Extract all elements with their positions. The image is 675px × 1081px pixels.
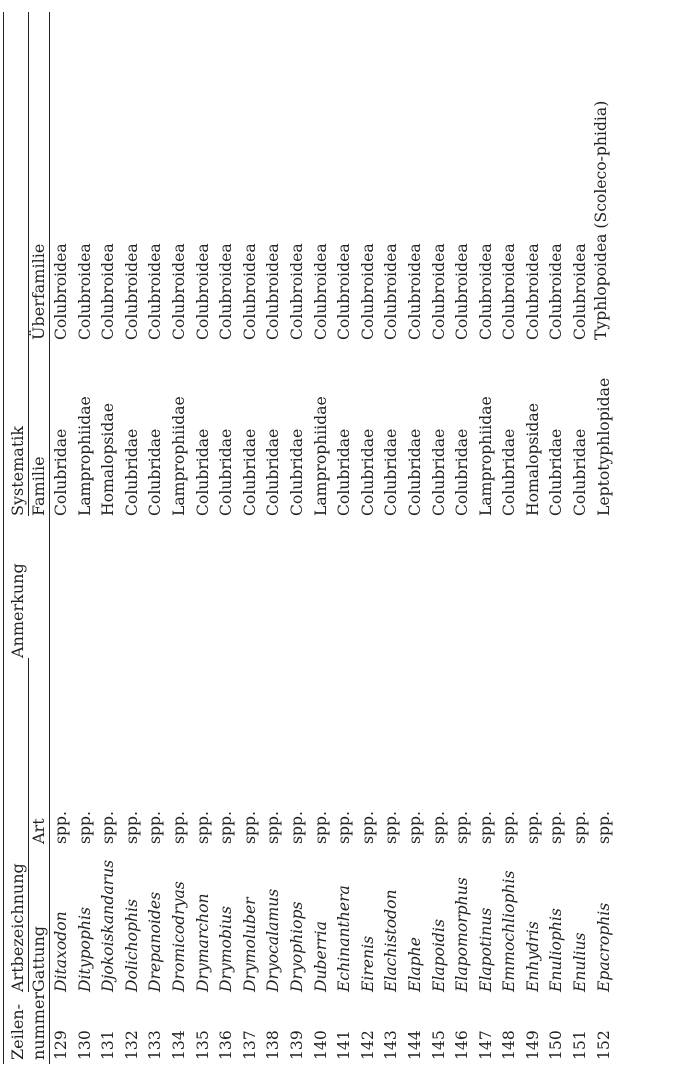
table-row (593, 12, 617, 1064)
row-number: 148 (500, 1030, 519, 1060)
row-number: 149 (523, 1030, 542, 1060)
family-cell: Lamprophiidae (169, 396, 188, 516)
species-cell: spp. (547, 811, 566, 844)
superfamily-cell: Colubroidea (335, 243, 354, 340)
note-cell (192, 516, 216, 658)
note-cell (404, 516, 428, 658)
species-cell: spp. (453, 811, 472, 844)
family-cell: Colubridae (335, 428, 354, 516)
row-number: 130 (75, 1030, 94, 1060)
superfamily-cell: Colubroidea (52, 243, 70, 340)
family-cell: Leptotyphlopidae (594, 377, 613, 516)
table-row (97, 12, 121, 1064)
family-cell: Colubridae (193, 428, 212, 516)
note-cell (215, 516, 239, 658)
table-header (7, 12, 50, 1064)
row-number: 135 (193, 1030, 212, 1060)
genus-cell: Duberria (311, 921, 330, 992)
header-gattung: Gattung (29, 844, 50, 992)
superfamily-cell: Colubroidea (169, 243, 188, 340)
superfamily-cell: Colubroidea (287, 243, 306, 340)
genus-cell: Dolichophis (122, 898, 141, 992)
row-number: 140 (311, 1030, 330, 1060)
note-cell (121, 516, 145, 658)
species-cell: spp. (169, 811, 188, 844)
note-cell (333, 516, 357, 658)
superfamily-cell: Colubroidea (99, 243, 118, 340)
note-cell (286, 516, 310, 658)
genus-cell: Drymarchon (193, 893, 212, 992)
header-art: Art (29, 658, 50, 844)
note-cell (144, 516, 168, 658)
header-systematik: Systematik (7, 12, 29, 516)
species-table (7, 12, 616, 1064)
family-cell: Colubridae (405, 428, 424, 516)
note-cell (498, 516, 522, 658)
note-cell (428, 516, 452, 658)
species-cell: spp. (217, 811, 236, 844)
species-cell: spp. (75, 811, 94, 844)
species-cell: spp. (193, 811, 212, 844)
family-cell: Lamprophiidae (75, 396, 94, 516)
genus-cell: Elapotinus (476, 907, 495, 992)
row-number: 131 (99, 1030, 118, 1060)
row-number: 151 (571, 1030, 590, 1060)
species-cell: spp. (594, 811, 613, 844)
row-number: 145 (429, 1030, 448, 1060)
family-cell: Colubridae (547, 428, 566, 516)
row-number: 142 (358, 1030, 377, 1060)
genus-cell: Eirenis (358, 935, 377, 992)
family-cell: Colubridae (217, 428, 236, 516)
family-cell: Colubridae (571, 428, 590, 516)
table-row (286, 12, 310, 1064)
superfamily-cell: Colubroidea (523, 243, 542, 340)
note-cell (451, 516, 475, 658)
row-number: 150 (547, 1030, 566, 1060)
genus-cell: Elapomorphus (453, 877, 472, 992)
genus-cell: Epacrophis (594, 902, 613, 992)
genus-cell: Dromicodryas (169, 881, 188, 992)
note-cell (545, 516, 569, 658)
note-cell (97, 516, 121, 658)
row-number: 139 (287, 1030, 306, 1060)
species-cell: spp. (382, 811, 401, 844)
table-row (569, 12, 593, 1064)
row-number: 134 (169, 1030, 188, 1060)
row-number: 137 (240, 1030, 259, 1060)
genus-cell: Drepanoides (146, 891, 165, 992)
superfamily-cell: Colubroidea (429, 243, 448, 340)
row-number: 152 (594, 1030, 613, 1060)
superfamily-cell: Colubroidea (382, 243, 401, 340)
header-zeilennummer-line1: Zeilen- (8, 1004, 27, 1060)
species-cell: spp. (335, 811, 354, 844)
table-row (144, 12, 168, 1064)
superfamily-cell: Colubroidea (193, 243, 212, 340)
table-row (333, 12, 357, 1064)
note-cell (522, 516, 546, 658)
header-zeilennummer-line2: nummer (29, 992, 50, 1064)
table-row (310, 12, 334, 1064)
species-cell: spp. (311, 811, 330, 844)
note-cell (593, 516, 617, 658)
superfamily-cell: Colubroidea (75, 243, 94, 340)
table-top-rule (3, 12, 4, 1064)
note-cell (50, 516, 74, 658)
header-artbezeichnung: Artbezeichnung (7, 658, 29, 992)
family-cell: Colubridae (240, 428, 259, 516)
genus-cell: Dryocalamus (264, 888, 283, 992)
species-cell: spp. (122, 811, 141, 844)
note-cell (475, 516, 499, 658)
family-cell: Colubridae (429, 428, 448, 516)
family-cell: Homalopsidae (99, 403, 118, 516)
superfamily-cell: Colubroidea (311, 243, 330, 340)
table-row (380, 12, 404, 1064)
superfamily-cell: Colubroidea (217, 243, 236, 340)
genus-cell: Ditaxodon (52, 911, 70, 992)
superfamily-cell: Colubroidea (453, 243, 472, 340)
family-cell: Lamprophiidae (476, 396, 495, 516)
genus-cell: Dryophiops (287, 901, 306, 992)
table-row (404, 12, 428, 1064)
superfamily-cell: Colubroidea (358, 243, 377, 340)
species-cell: spp. (287, 811, 306, 844)
note-cell (262, 516, 286, 658)
row-number: 132 (122, 1030, 141, 1060)
superfamily-cell: Colubroidea (146, 243, 165, 340)
table-row (239, 12, 263, 1064)
superfamily-cell: Colubroidea (240, 243, 259, 340)
row-number: 129 (52, 1030, 70, 1060)
table-body (50, 12, 617, 1064)
species-cell: spp. (146, 811, 165, 844)
family-cell: Colubridae (453, 428, 472, 516)
family-cell: Colubridae (382, 428, 401, 516)
species-cell: spp. (476, 811, 495, 844)
header-ueberfamilie: Überfamilie (29, 12, 50, 340)
genus-cell: Ditypophis (75, 907, 94, 992)
family-cell: Colubridae (264, 428, 283, 516)
superfamily-cell: Colubroidea (405, 243, 424, 340)
species-cell: spp. (358, 811, 377, 844)
table-row (428, 12, 452, 1064)
family-cell: Colubridae (358, 428, 377, 516)
species-cell: spp. (52, 811, 70, 844)
genus-cell: Elachistodon (382, 889, 401, 992)
table-row (74, 12, 98, 1064)
table-row (545, 12, 569, 1064)
superfamily-cell: Colubroidea (264, 243, 283, 340)
species-cell: spp. (500, 811, 519, 844)
note-cell (357, 516, 381, 658)
family-cell: Colubridae (52, 428, 70, 516)
table-row (121, 12, 145, 1064)
row-number: 141 (335, 1030, 354, 1060)
species-cell: spp. (571, 811, 590, 844)
family-cell: Homalopsidae (523, 403, 542, 516)
species-cell: spp. (429, 811, 448, 844)
table-row (215, 12, 239, 1064)
genus-cell: Enhydris (523, 921, 542, 992)
family-cell: Colubridae (287, 428, 306, 516)
row-number: 144 (405, 1030, 424, 1060)
header-anmerkung: Anmerkung (7, 516, 50, 658)
species-cell: spp. (264, 811, 283, 844)
table-row (50, 12, 74, 1064)
species-cell: spp. (523, 811, 542, 844)
note-cell (310, 516, 334, 658)
genus-cell: Drymoluber (240, 897, 259, 992)
table-row (168, 12, 192, 1064)
table-row (475, 12, 499, 1064)
family-cell: Colubridae (500, 428, 519, 516)
table-row (192, 12, 216, 1064)
species-cell: spp. (240, 811, 259, 844)
genus-cell: Enuliophis (547, 908, 566, 992)
row-number: 138 (264, 1030, 283, 1060)
header-familie: Familie (29, 340, 50, 516)
superfamily-cell: Colubroidea (500, 243, 519, 340)
superfamily-cell: Typhlopoidea (Scoleco-phidia) (591, 100, 610, 340)
table-row (262, 12, 286, 1064)
genus-cell: Enulius (571, 932, 590, 992)
family-cell: Colubridae (122, 428, 141, 516)
genus-cell: Drymobius (217, 906, 236, 992)
note-cell (239, 516, 263, 658)
genus-cell: Elaphe (405, 937, 424, 992)
genus-cell: Djokoiskandarus (99, 859, 118, 992)
superfamily-cell: Colubroidea (476, 243, 495, 340)
note-cell (380, 516, 404, 658)
note-cell (168, 516, 192, 658)
superfamily-cell: Colubroidea (547, 243, 566, 340)
species-cell: spp. (405, 811, 424, 844)
superfamily-cell: Colubroidea (571, 243, 590, 340)
table-row (498, 12, 522, 1064)
species-cell: spp. (99, 811, 118, 844)
table-row (522, 12, 546, 1064)
superfamily-cell: Colubroidea (122, 243, 141, 340)
row-number: 136 (217, 1030, 236, 1060)
table-row (357, 12, 381, 1064)
genus-cell: Emmochliophis (500, 870, 519, 992)
row-number: 146 (453, 1030, 472, 1060)
note-cell (74, 516, 98, 658)
table-row (451, 12, 475, 1064)
note-cell (569, 516, 593, 658)
row-number: 133 (146, 1030, 165, 1060)
family-cell: Colubridae (146, 428, 165, 516)
genus-cell: Elapoidis (429, 919, 448, 992)
family-cell: Lamprophiidae (311, 396, 330, 516)
genus-cell: Echinanthera (335, 885, 354, 992)
row-number: 143 (382, 1030, 401, 1060)
row-number: 147 (476, 1030, 495, 1060)
